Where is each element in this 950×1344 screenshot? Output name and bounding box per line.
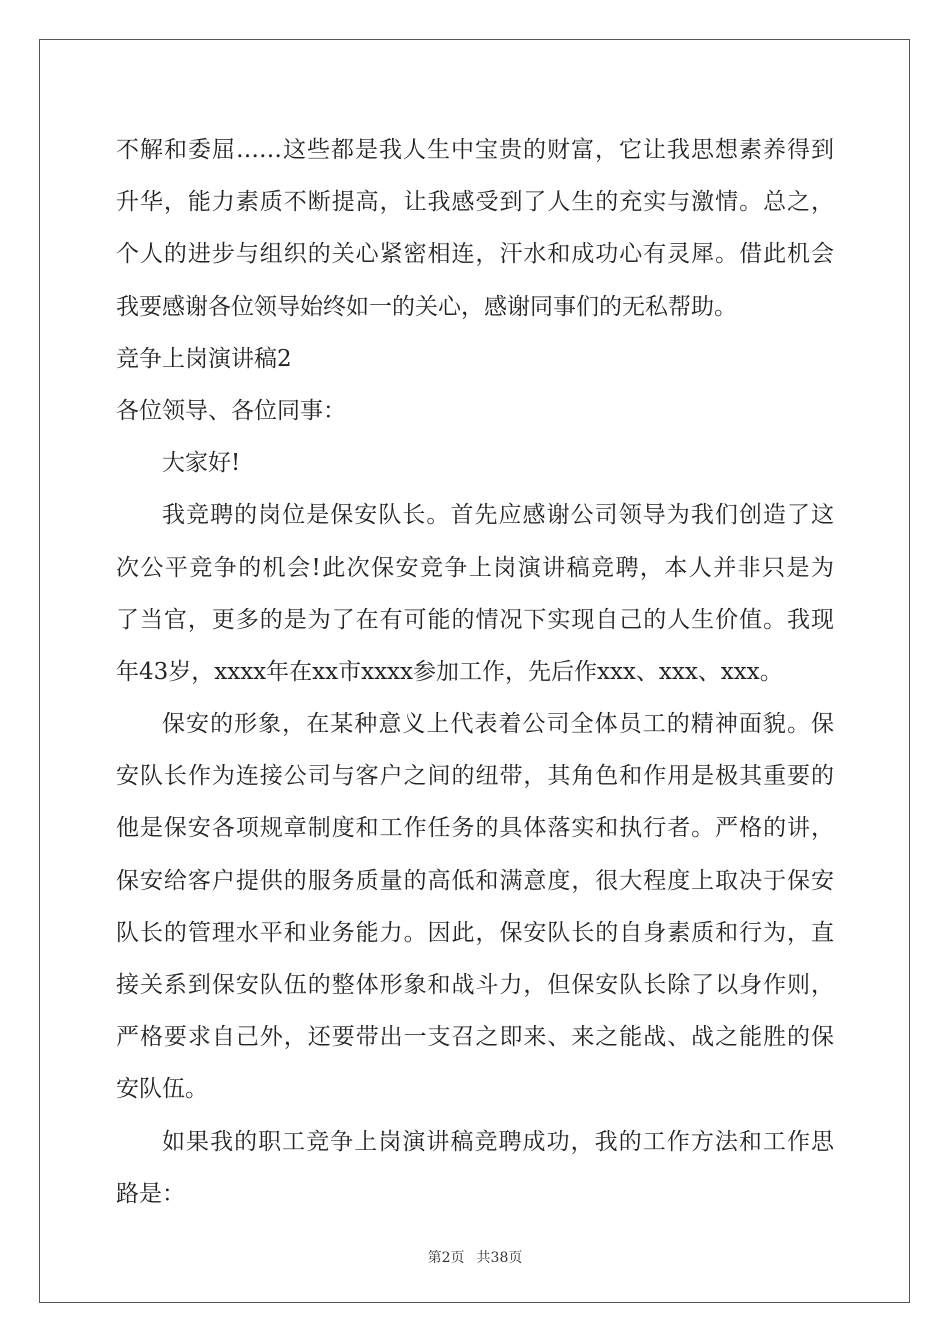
text-line: 路是：: [116, 1180, 185, 1207]
text-line: 大家好!: [162, 450, 241, 477]
text-line: 了当官，更多的是为了在有可能的情况下实现自己的人生价值。我现: [116, 606, 834, 633]
text-line: 各位领导、各位同事：: [116, 397, 346, 424]
text-line: 如果我的职工竞争上岗演讲稿竞聘成功，我的工作方法和工作思: [162, 1128, 834, 1155]
text-line: 安队长作为连接公司与客户之间的纽带，其角色和作用是极其重要的: [116, 763, 834, 790]
text-line: 我竞聘的岗位是保安队长。首先应感谢公司领导为我们创造了这: [162, 502, 834, 529]
text-line: 年43岁，xxxx年在xx市xxxx参加工作，先后作xxx、xxx、xxx。: [116, 658, 783, 685]
text-line: 保安给客户提供的服务质量的高低和满意度，很大程度上取决于保安: [116, 867, 834, 894]
document-body: [116, 124, 834, 1220]
page-total: 共38页: [476, 1250, 523, 1266]
text-line: 升华，能力素质不断提高，让我感受到了人生的充实与激情。总之，: [116, 189, 834, 216]
page-number: 第2页: [427, 1250, 465, 1266]
text-line: 个人的进步与组织的关心紧密相连，汗水和成功心有灵犀。借此机会: [116, 241, 834, 268]
text-line: 保安的形象，在某种意义上代表着公司全体员工的精神面貌。保: [162, 711, 834, 738]
text-line: 我要感谢各位领导始终如一的关心，感谢同事们的无私帮助。: [116, 293, 737, 320]
text-line: 他是保安各项规章制度和工作任务的具体落实和执行者。严格的讲，: [116, 815, 834, 842]
text-line: 队长的管理水平和业务能力。因此，保安队长的自身素质和行为，直: [116, 919, 834, 946]
text-line: 不解和委屈……这些都是我人生中宝贵的财富，它让我思想素养得到: [116, 137, 834, 163]
text-line: 安队伍。: [116, 1076, 208, 1103]
text-line: 次公平竞争的机会!此次保安竞争上岗演讲稿竞聘，本人并非只是为: [116, 554, 834, 581]
page-footer: [0, 1247, 950, 1267]
text-line: 接关系到保安队伍的整体形象和战斗力，但保安队长除了以身作则，: [116, 972, 834, 998]
text-line: 竞争上岗演讲稿2: [116, 345, 292, 372]
text-line: 严格要求自己外，还要带出一支召之即来、来之能战、战之能胜的保: [116, 1024, 834, 1051]
